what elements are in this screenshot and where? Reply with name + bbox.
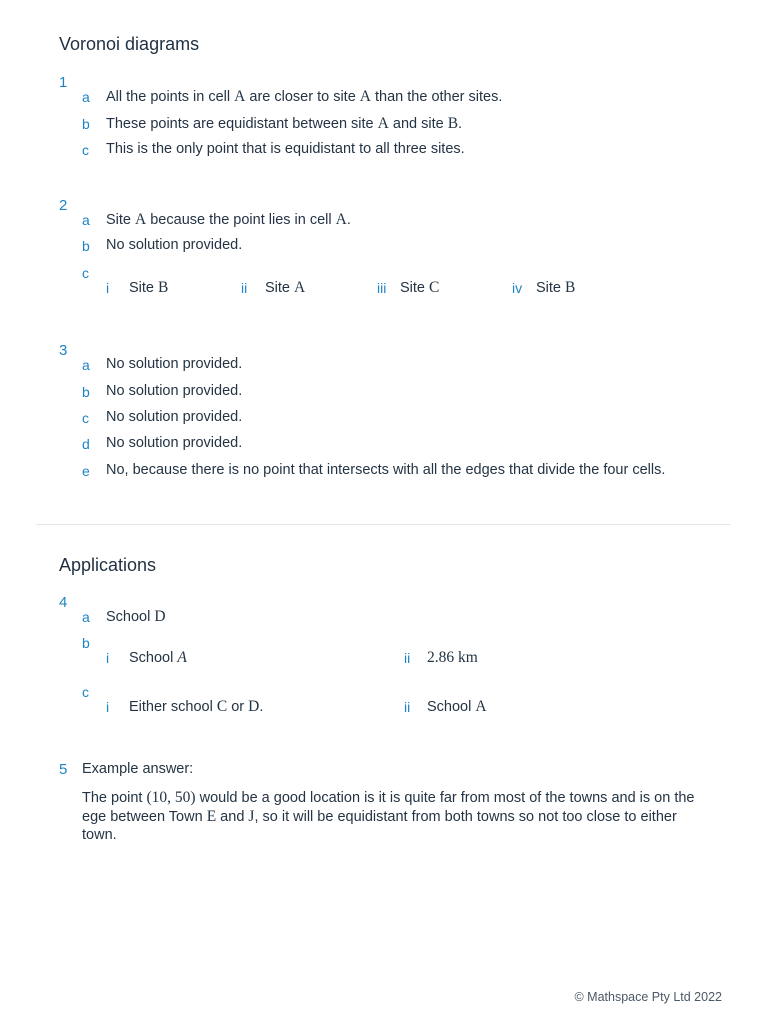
- section-title-voronoi: Voronoi diagrams: [59, 34, 200, 54]
- answer-4b-ii: 2.86 km: [427, 649, 478, 666]
- answer-text: because the point lies in cell: [146, 212, 336, 228]
- math-symbol: A: [234, 88, 246, 105]
- section-divider: [36, 524, 730, 525]
- math-symbol: E: [206, 807, 217, 825]
- part-label-3c: c: [82, 410, 89, 426]
- math-symbol: J: [248, 807, 255, 825]
- answer-text: .: [259, 699, 264, 715]
- math-symbol: C: [429, 279, 440, 296]
- answer-text: than the other sites.: [371, 89, 503, 105]
- answer-text: .: [458, 116, 463, 132]
- answer-2a: [106, 211, 351, 229]
- answer-2c-iii: [400, 279, 439, 297]
- subpart-label-4b-i: i: [106, 650, 110, 666]
- math-symbol: D: [248, 698, 260, 715]
- answer-1c: This is the only point that is equidistant to all three sites.: [106, 141, 465, 157]
- math-symbol: A: [475, 698, 487, 715]
- answer-text: .: [346, 212, 351, 228]
- answer-text: or: [227, 699, 249, 715]
- answer-5-paragraph: [82, 789, 712, 845]
- part-label-3b: b: [82, 384, 90, 400]
- subpart-label-2c-iv: iv: [512, 280, 523, 296]
- part-label-1a: a: [82, 89, 90, 105]
- answer-text: Site: [265, 280, 295, 296]
- question-number-4: 4: [59, 594, 68, 611]
- math-symbol: C: [216, 698, 228, 715]
- math-symbol: A: [294, 279, 306, 296]
- answer-1b: [106, 115, 462, 133]
- answer-text: and: [216, 808, 249, 825]
- answer-text: Either school: [129, 699, 217, 715]
- math-symbol: (10, 50): [146, 789, 196, 806]
- part-label-2a: a: [82, 212, 90, 228]
- subpart-label-2c-i: i: [106, 280, 110, 296]
- part-label-3e: e: [82, 463, 90, 479]
- part-label-4b: b: [82, 635, 90, 651]
- math-symbol: A: [135, 211, 147, 228]
- answer-text: and site: [388, 116, 448, 132]
- section-title-applications: Applications: [59, 555, 157, 575]
- answer-text: Site: [536, 280, 566, 296]
- answer-3a: No solution provided.: [106, 356, 243, 372]
- answer-4b-i: [129, 649, 187, 667]
- subpart-label-4c-i: i: [106, 699, 110, 715]
- math-symbol: B: [565, 279, 576, 296]
- answer-2c-iv: [536, 279, 575, 297]
- answer-5-intro: Example answer:: [82, 761, 194, 777]
- answer-1a: [106, 88, 502, 106]
- part-label-3a: a: [82, 357, 90, 373]
- math-symbol: B: [447, 115, 459, 132]
- math-symbol: A: [177, 649, 187, 666]
- math-symbol: A: [359, 88, 371, 105]
- subpart-label-2c-ii: ii: [241, 280, 248, 296]
- answer-3b: No solution provided.: [106, 383, 243, 399]
- math-symbol: A: [335, 211, 347, 228]
- math-symbol: B: [158, 279, 169, 296]
- question-number-5: 5: [59, 761, 68, 778]
- answer-text: Site: [106, 212, 136, 228]
- subpart-label-2c-iii: iii: [377, 280, 387, 296]
- answer-2c-i: [129, 279, 168, 297]
- answer-text: are closer to site: [245, 89, 360, 105]
- part-label-1b: b: [82, 116, 90, 132]
- part-label-4a: a: [82, 609, 90, 625]
- part-label-1c: c: [82, 142, 89, 158]
- answer-4a: [106, 608, 166, 626]
- answer-text: Site: [129, 280, 159, 296]
- subpart-label-4b-ii: ii: [404, 650, 411, 666]
- question-number-2: 2: [59, 197, 68, 214]
- answer-text: School: [106, 609, 155, 625]
- copyright-footer: © Mathspace Pty Ltd 2022: [574, 990, 722, 1004]
- answer-text: School: [129, 650, 178, 666]
- math-symbol: D: [154, 608, 166, 625]
- part-label-3d: d: [82, 436, 90, 452]
- subpart-label-4c-ii: ii: [404, 699, 411, 715]
- answer-2b: No solution provided.: [106, 237, 243, 253]
- part-label-4c: c: [82, 684, 89, 700]
- answer-text: The point: [82, 790, 147, 806]
- answer-2c-ii: [265, 279, 305, 297]
- answer-text: These points are equidistant between site: [106, 116, 378, 132]
- answer-text: , so it will be equidistant from both towns so not too close to either town.: [82, 808, 677, 843]
- part-label-2c: c: [82, 265, 89, 281]
- math-symbol: A: [377, 115, 389, 132]
- answer-text: School: [427, 699, 476, 715]
- answer-text: All the points in cell: [106, 89, 235, 105]
- answer-4c-ii: [427, 698, 487, 716]
- part-label-2b: b: [82, 238, 90, 254]
- answer-3e: No, because there is no point that intersects with all the edges that divide the four cells.: [106, 462, 666, 478]
- answer-text: would be a good location is it is quite far from most of the towns and is on the ege between Town: [82, 790, 695, 825]
- answer-4c-i: [129, 698, 263, 716]
- answer-3c: No solution provided.: [106, 409, 243, 425]
- question-number-3: 3: [59, 342, 68, 359]
- answer-text: Site: [400, 280, 430, 296]
- answer-3d: No solution provided.: [106, 435, 243, 451]
- question-number-1: 1: [59, 74, 68, 91]
